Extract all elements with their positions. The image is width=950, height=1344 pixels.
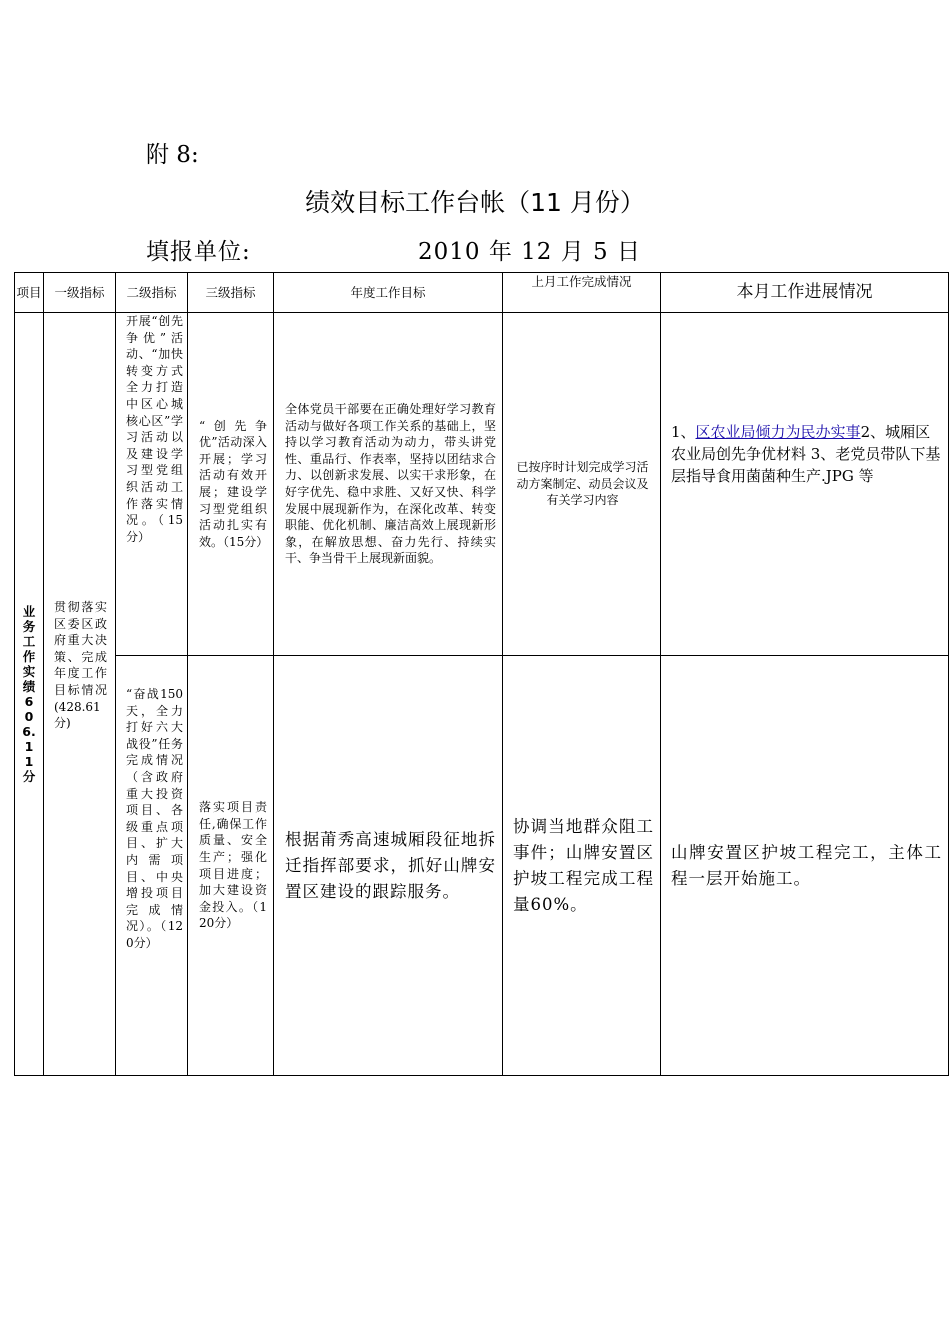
table-header-row: [15, 273, 949, 313]
this-month-rest: 2、城厢区农业局创先争优材料 3、老党员带队下基层指导食用菌菌种生产.JPG 等: [671, 423, 941, 485]
last-month-cell: 协调当地群众阻工事件；山牌安置区护坡工程完成工程量60%。: [503, 656, 661, 1076]
level2-text: “奋战150天，全力打好六大战役”任务完成情况（含政府重大投资项目、各级重点项目、扩大内需项目、中央增投项目完成情况）。（120分）: [126, 687, 183, 950]
annual-goal-cell: 全体党员干部要在正确处理好学习教育活动与做好各项工作关系的基础上，坚持以学习教育活动为动力，带头讲党性、重品行、作表率，坚持以团结求合力、以创新求发展、以实干求形象，在好字优先、稳中求胜、又好又快、科学发展中展现新作为，在深化改革、转变职能、优化机制、廉洁高效上展现新形象，在解放思想、奋力先行、持续实干、争当骨干上展现新面貌。: [274, 313, 503, 656]
level2-cell: [116, 656, 188, 1076]
project-label: 业务工作实绩606.11分: [22, 604, 36, 784]
col-header-annual-goal: 年度工作目标: [274, 273, 503, 313]
col-header-level3: 三级指标: [188, 273, 274, 313]
last-month-cell: 已按序时计划完成学习活动方案制定、动员会议及有关学习内容: [503, 313, 661, 656]
attachment-number: 附 8:: [146, 142, 199, 168]
level2-text: 开展“创先争优”活动、“加快转变方式全力打造中区心城核心区”学习活动以及建设学习型党组织活动工作落实情况。（15分）: [126, 314, 183, 544]
report-date: 2010 年 12 月 5 日: [418, 239, 641, 265]
level2-cell: [116, 313, 188, 656]
level3-cell: 落实项目责任,确保工作质量、安全生产；强化项目进度；加大建设资金投入。（120分）: [188, 656, 274, 1076]
col-header-project: 项目: [15, 273, 44, 313]
col-header-level1: 一级指标: [44, 273, 116, 313]
col-header-last-month: 上月工作完成情况: [503, 273, 661, 313]
reporting-unit-label: 填报单位:: [146, 239, 251, 265]
this-month-cell: 山牌安置区护坡工程完工，主体工程一层开始施工。: [661, 656, 949, 1076]
table-row: [15, 313, 949, 656]
performance-ledger-table: [14, 272, 949, 1076]
col-header-level2: 二级指标: [116, 273, 188, 313]
this-month-prefix: 1、: [671, 423, 696, 441]
col-header-this-month: 本月工作进展情况: [661, 273, 949, 313]
this-month-cell: [661, 313, 949, 656]
achievement-link[interactable]: 区农业局倾力为民办实事: [695, 423, 861, 441]
table-row: [15, 656, 949, 1076]
level3-cell: “创先争优”活动深入开展；学习活动有效开展；建设学习型党组织活动扎实有效。（15分）: [188, 313, 274, 656]
level1-cell: [44, 313, 116, 1076]
project-cell: [15, 313, 44, 1076]
level1-text: 贯彻落实区委区政府重大决策、完成年度工作目标情况(428.61分): [54, 600, 107, 731]
annual-goal-cell: 根据莆秀高速城厢段征地拆迁指挥部要求，抓好山牌安置区建设的跟踪服务。: [274, 656, 503, 1076]
page-title: 绩效目标工作台帐（11 月份）: [305, 188, 645, 217]
